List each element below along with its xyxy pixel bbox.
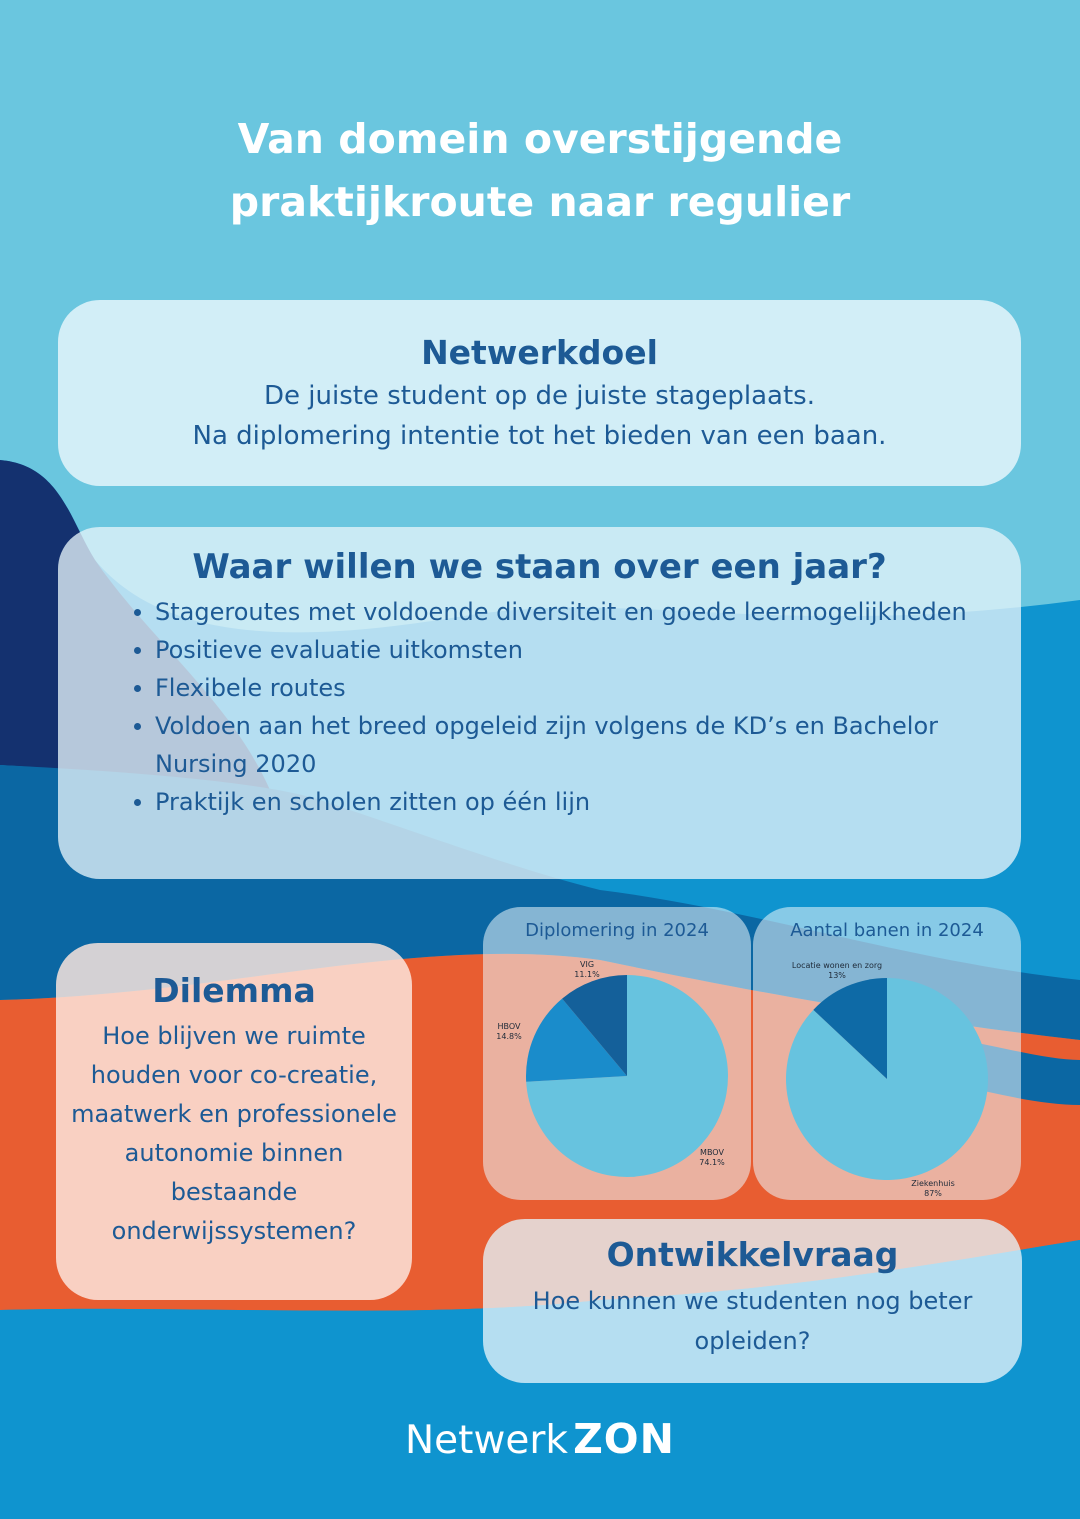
jobs-pie-chart — [753, 907, 1021, 1200]
development-question-heading: Ontwikkelvraag — [606, 1235, 899, 1274]
slice-label: Locatie wonen en zorg — [791, 961, 883, 970]
slice-value-label: 74.1% — [699, 1158, 725, 1167]
slice-value-label: 14.8% — [496, 1032, 522, 1041]
list-item: Stageroutes met voldoende diversiteit en goede leermogelijkheden — [155, 593, 1021, 631]
list-item: Praktijk en scholen zitten op één lijn — [155, 783, 1021, 821]
jobs-chart-title: Aantal banen in 2024 — [790, 920, 984, 941]
slice-value-label: 13% — [828, 971, 846, 980]
network-goal-line-1: De juiste student op de juiste stageplaats. — [263, 381, 815, 411]
netwerk-zon-logo — [0, 1415, 1080, 1463]
slice-label: VIG — [579, 960, 595, 969]
future-goals-list — [58, 593, 1021, 821]
list-item: Voldoen aan het breed opgeleid zijn volgens de KD’s en Bachelor Nursing 2020 — [155, 707, 1021, 783]
network-goal-heading: Netwerkdoel — [421, 333, 658, 372]
page-title — [0, 108, 1080, 234]
list-item: Positieve evaluatie uitkomsten — [155, 631, 1021, 669]
future-goals-heading: Waar willen we staan over een jaar? — [192, 547, 887, 587]
network-goal-line-2: Na diplomering intentie tot het bieden van een baan. — [192, 421, 887, 451]
dilemma-card — [56, 943, 412, 1300]
title-line-1: Van domein overstijgende — [237, 115, 843, 163]
future-goals-card — [58, 527, 1021, 879]
graduation-chart-title: Diplomering in 2024 — [525, 920, 709, 941]
dilemma-text: Hoe blijven we ruimte houden voor co-creatie, maatwerk en professionele autonomie binnen bestaande onderwijssystemen? — [71, 1022, 397, 1245]
slice-label: HBOV — [497, 1022, 521, 1031]
list-item: Flexibele routes — [155, 669, 1021, 707]
development-question-text: Hoe kunnen we studenten nog beter opleiden? — [532, 1287, 973, 1355]
title-line-2: praktijkroute naar regulier — [229, 178, 851, 226]
slice-value-label: 87% — [924, 1189, 942, 1198]
logo-text-light: Netwerk — [405, 1418, 568, 1463]
network-goal-card — [58, 300, 1021, 486]
dilemma-heading: Dilemma — [152, 971, 316, 1010]
graduation-pie-chart — [483, 907, 751, 1200]
logo-text-bold: ZON — [573, 1415, 675, 1463]
slice-value-label: 11.1% — [574, 970, 600, 979]
slice-label: MBOV — [700, 1148, 724, 1157]
graduation-chart-card — [483, 907, 751, 1200]
development-question-card — [483, 1219, 1022, 1383]
jobs-chart-card — [753, 907, 1021, 1200]
slice-label: Ziekenhuis — [911, 1179, 955, 1188]
